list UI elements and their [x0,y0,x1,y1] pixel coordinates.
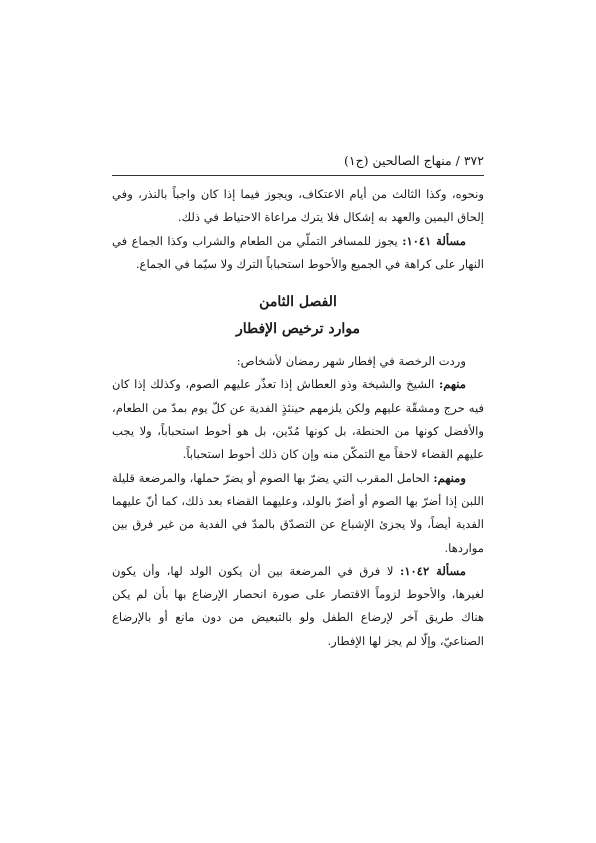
running-header: ٣٧٢ / منهاج الصالحين (ج١) [343,153,484,168]
masala-label: مسألة ١٠٤٢: [400,563,466,578]
item-elderly [112,373,484,466]
page-body [112,183,484,653]
masala-text: لا فرق في المرضعة بين أن يكون الولد لها، وأن يكون لغيرها، والأحوط لزوماً الاقتصار على صورة انحصار الإرضاع بها بأن لم يكن هناك طريق آخر لإرضاع الطفل ولو بالتبعيض من دون مانع أو بالإرضاع الصناعيّ، وإلّا لم يجز لها الإفطار. [112,563,484,648]
item-label: منهم: [438,377,466,392]
item-text: الحامل المقرب التي يضرّ بها الصوم أو يضرّ حملها، والمرضعة قليلة اللبن إذا أضرّ بها الصوم أو أضرّ بالولد، وعليهما القضاء بعد ذلك، كما أنّ عليهما الفدية أيضاً، ولا يجزئ الإشباع عن التصدّق بالمدّ في الفدية من غير فرق بين مواردها. [112,470,484,555]
header-rule [112,175,484,176]
masala-1041 [112,230,484,277]
chapter-title: الفصل الثامن [259,294,337,311]
intro-line: وردت الرخصة في إفطار شهر رمضان لأشخاص: [236,354,466,369]
item-label: ومنهم: [433,470,466,485]
masala-text: يجوز للمسافر التملّي من الطعام والشراب وكذا الجماع في النهار على كراهة في الجميع والأحوط استحباباً الترك ولا سيّما في الجماع. [112,233,484,271]
paragraph-continuation: ونحوه، وكذا الثالث من أيام الاعتكاف، ويجوز فيما إذا كان واجباً بالنذر، وفي إلحاق اليمين والعهد به إشكال فلا يترك مراعاة الاحتياط في ذلك. [112,187,484,225]
item-text: الشيخ والشيخة وذو العطاش إذا تعذّر عليهم الصوم، وكذلك إذا كان فيه حرج ومشقّة عليهم ولكن يلزمهم حينئذٍ الفدية عن كلّ يوم بمدّ من الطعام، والأفضل كونها من الحنطة، بل كونها مُدّين، بل هو أحوط استحباباً، ولا يجب عليهم القضاء لاحقاً مع التمكّن منه وإن كان ذلك أحوط استحباباً. [112,377,484,462]
item-pregnant [112,467,484,560]
masala-1042 [112,560,484,653]
chapter-subtitle: موارد ترخيص الإفطار [235,321,361,338]
masala-label: مسألة ١٠٤١: [402,233,466,248]
